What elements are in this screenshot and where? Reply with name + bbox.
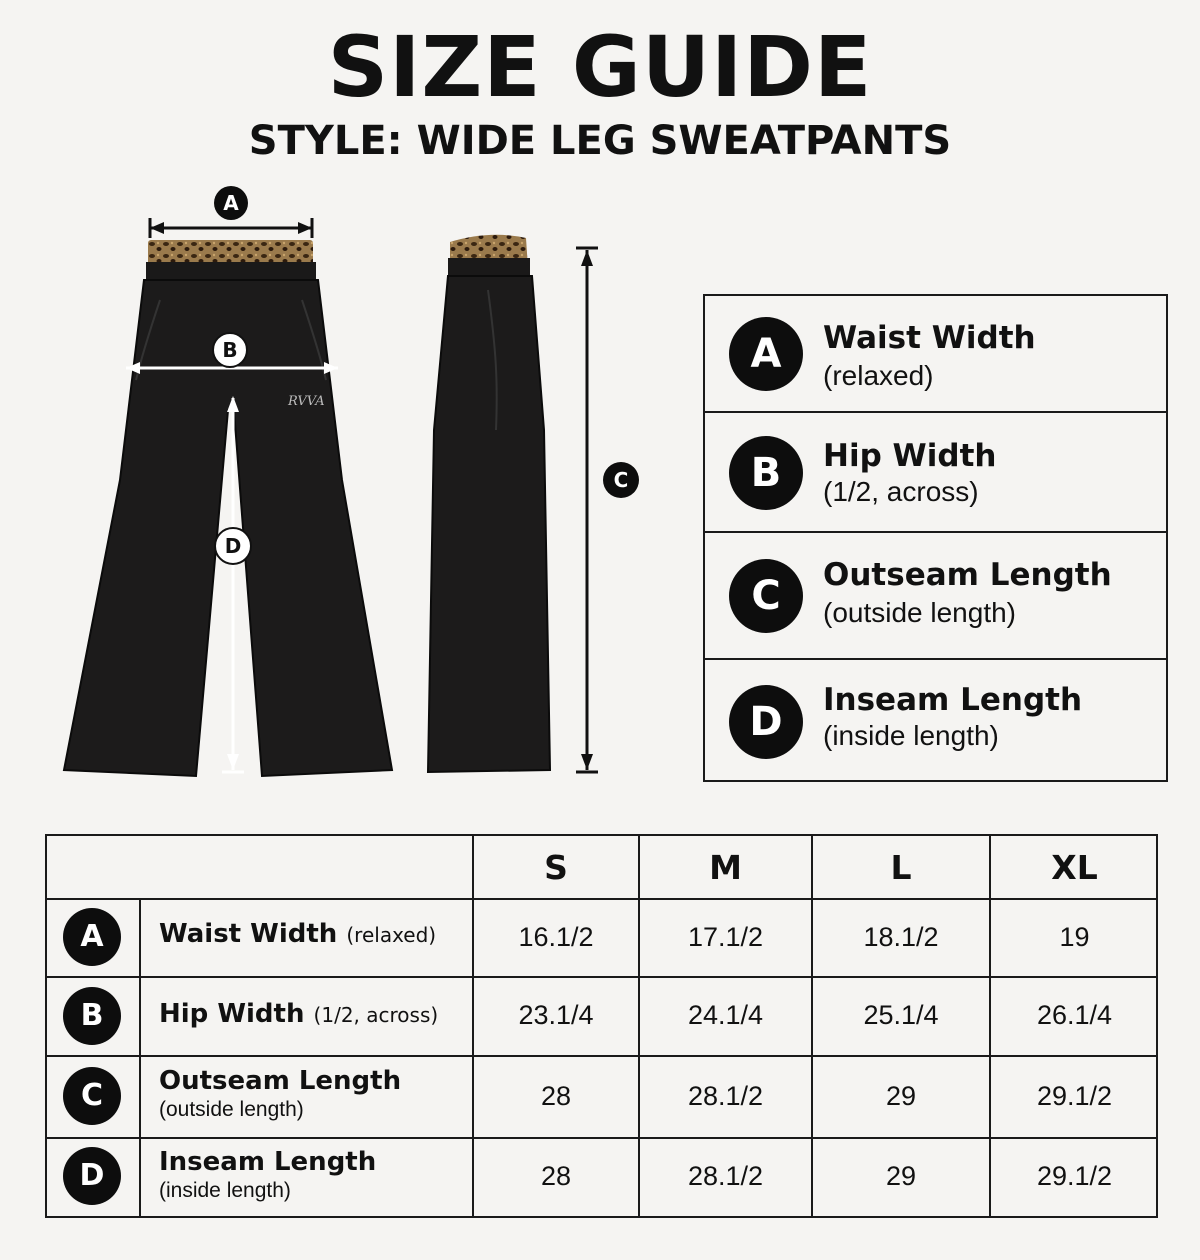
cell-b-xl: 26.1/4 — [1036, 1000, 1113, 1030]
cell-b-l: 25.1/4 — [863, 1000, 939, 1030]
size-header-s: S — [544, 848, 568, 887]
cell-a-m: 17.1/2 — [687, 922, 764, 952]
page-title: SIZE GUIDE — [327, 18, 873, 116]
legend-badge-c: C — [729, 559, 803, 633]
size-table — [45, 834, 1158, 1218]
style-subtitle: STYLE: WIDE LEG SWEATPANTS — [248, 118, 952, 164]
legend-row-d — [705, 660, 1166, 780]
cell-b-m: 24.1/4 — [687, 1000, 764, 1030]
row-label-b — [159, 999, 438, 1029]
legend-label-c: Outseam Length — [823, 557, 1112, 593]
legend-label-a: Waist Width — [823, 320, 1036, 356]
cell-a-s: 16.1/2 — [518, 922, 594, 952]
pants-illustration — [50, 180, 650, 790]
row-badge-b: B — [63, 987, 121, 1045]
row-badge-a: A — [63, 908, 121, 966]
row-badge-d: D — [63, 1147, 121, 1205]
row-label-b-text: Hip Width — [159, 999, 305, 1029]
cell-d-s: 28 — [540, 1161, 572, 1191]
marker-b-label: B — [222, 338, 238, 362]
side-pants-body — [428, 276, 550, 772]
side-view-pants — [428, 235, 639, 772]
legend-row-c — [705, 533, 1166, 660]
cell-c-l: 29 — [885, 1081, 917, 1111]
row-label-d: Inseam Length — [159, 1147, 377, 1177]
row-label-c: Outseam Length — [159, 1066, 402, 1096]
row-label-a — [159, 919, 436, 949]
size-header-m: M — [709, 848, 742, 887]
cell-d-l: 29 — [885, 1161, 917, 1191]
legend-note-d: (inside length) — [823, 720, 999, 751]
cell-b-s: 23.1/4 — [518, 1000, 594, 1030]
side-waistband-elastic — [448, 258, 530, 276]
cell-c-m: 28.1/2 — [687, 1081, 764, 1111]
size-header-xl: XL — [1051, 848, 1098, 887]
legend-label-d: Inseam Length — [823, 682, 1083, 718]
row-note-d: (inside length) — [159, 1179, 291, 1202]
legend-note-a: (relaxed) — [823, 360, 934, 391]
legend-note-c: (outside length) — [823, 597, 1017, 628]
cell-d-xl: 29.1/2 — [1036, 1161, 1113, 1191]
cell-a-l: 18.1/2 — [863, 922, 939, 952]
legend-row-a — [705, 296, 1166, 413]
row-note-b: (1/2, across) — [313, 1003, 439, 1027]
measurement-legend — [703, 294, 1168, 782]
legend-row-b — [705, 413, 1166, 533]
legend-note-b: (1/2, across) — [823, 476, 979, 507]
legend-badge-a: A — [729, 317, 803, 391]
marker-d-label: D — [224, 534, 242, 558]
garment-embroidery: RVVA — [288, 394, 325, 409]
measure-c-arrow — [576, 248, 639, 772]
cell-a-xl: 19 — [1059, 922, 1090, 952]
marker-a-label: A — [223, 191, 239, 215]
cell-d-m: 28.1/2 — [687, 1161, 764, 1191]
front-view-pants — [64, 186, 392, 776]
legend-label-b: Hip Width — [823, 438, 997, 474]
legend-badge-d: D — [729, 685, 803, 759]
cell-c-xl: 29.1/2 — [1036, 1081, 1113, 1111]
measure-a-arrow — [150, 186, 312, 238]
cell-c-s: 28 — [540, 1081, 572, 1111]
row-note-c: (outside length) — [159, 1098, 304, 1121]
row-label-a-text: Waist Width — [159, 919, 338, 949]
row-badge-c: C — [63, 1067, 121, 1125]
row-note-a: (relaxed) — [346, 923, 437, 947]
marker-c-label: C — [613, 468, 629, 492]
legend-badge-b: B — [729, 436, 803, 510]
size-header-l: L — [890, 848, 912, 887]
